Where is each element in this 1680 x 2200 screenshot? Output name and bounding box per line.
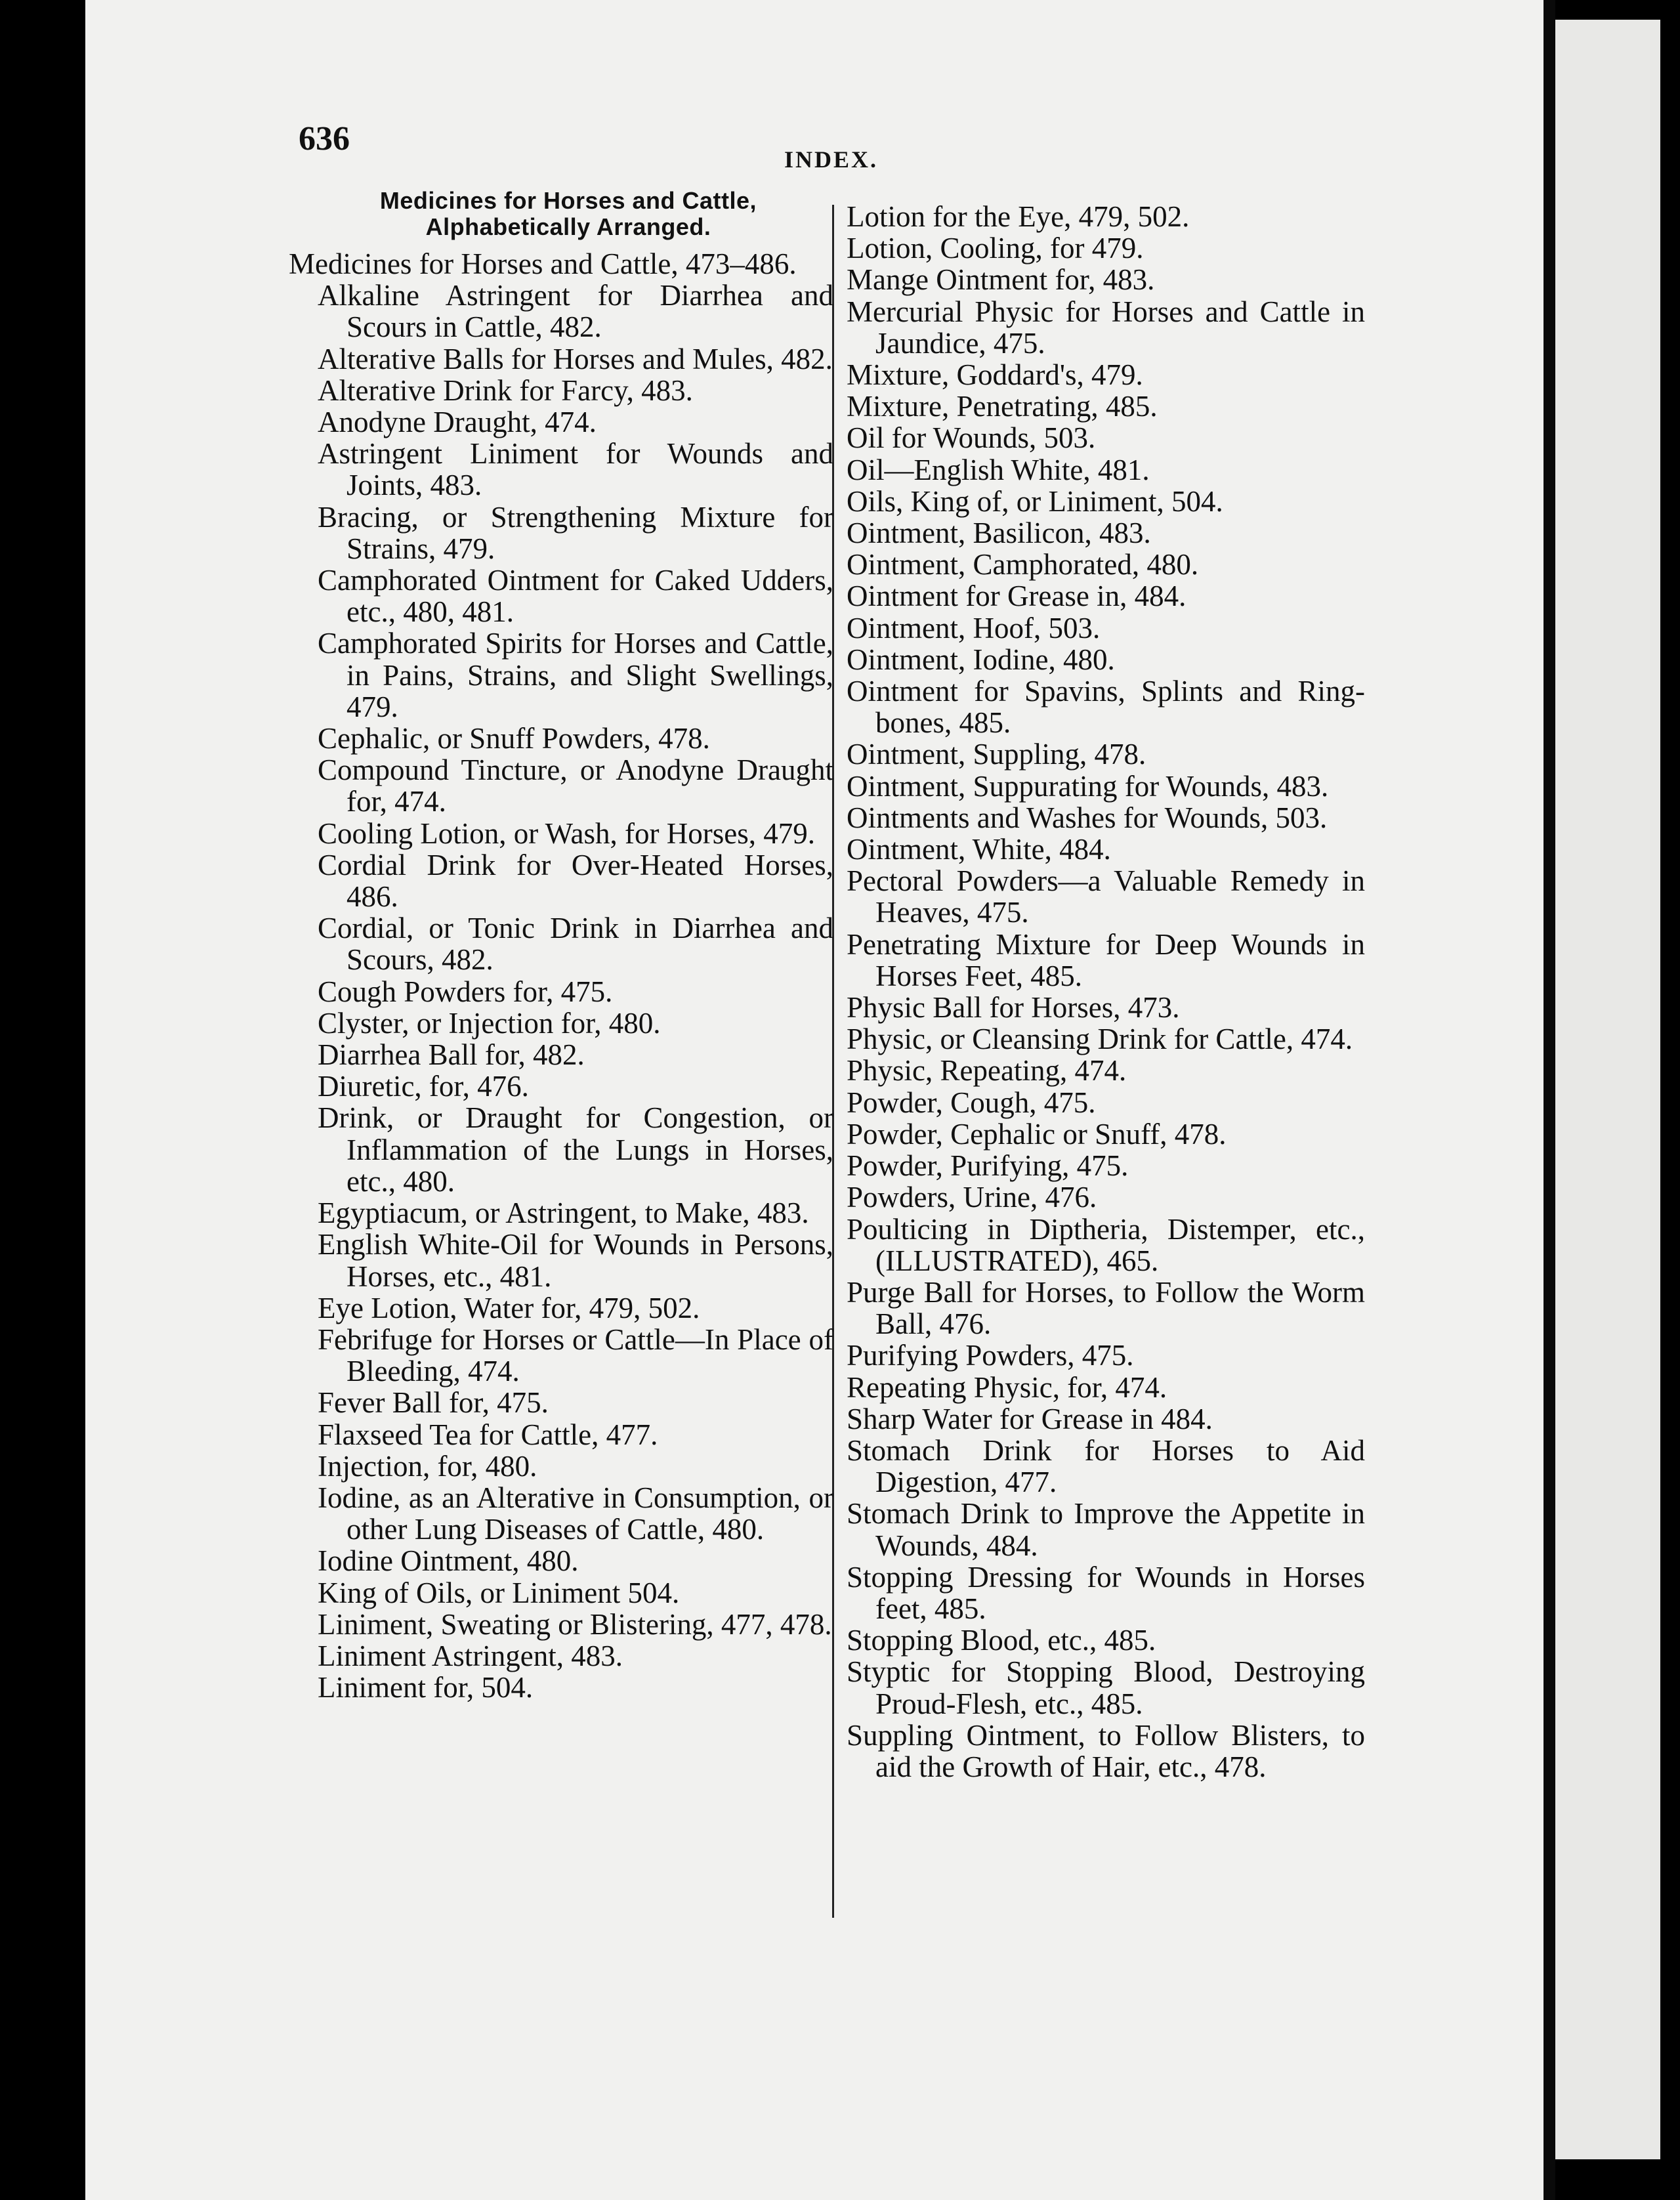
index-entry: Fever Ball for, 475. (318, 1386, 549, 1420)
index-entry: Ointment for Grease in, 484. (847, 580, 1186, 613)
index-entry: Iodine, as an Alterative in Consumption, or other Lung Diseases of Cattle, 480. (318, 1481, 833, 1546)
index-entry: Astringent Liniment for Wounds and Joints, 483. (318, 437, 833, 502)
index-entry: Egyptiacum, or Astringent, to Make, 483. (318, 1196, 809, 1230)
index-column-left (289, 177, 833, 1703)
index-entry: Ointment, Suppurating for Wounds, 483. (847, 769, 1329, 803)
scan-border (1660, 0, 1680, 2200)
index-entry: Repeating Physic, for, 474. (847, 1370, 1167, 1404)
index-entry: Physic, or Cleansing Drink for Cattle, 474. (847, 1023, 1353, 1056)
index-entry: Mixture, Goddard's, 479. (847, 358, 1143, 392)
index-entry: Stopping Dressing for Wounds in Horses feet, 485. (847, 1560, 1365, 1625)
index-entry: Styptic for Stopping Blood, Destroying Proud-Flesh, etc., 485. (847, 1655, 1365, 1720)
index-entry: Mange Ointment for, 483. (847, 263, 1155, 297)
index-entry: Poulticing in Diptheria, Distemper, etc., (ILLUSTRATED), 465. (847, 1212, 1365, 1277)
index-entry: Camphorated Ointment for Caked Udders, etc., 480, 481. (318, 564, 833, 629)
index-entry: Drink, or Draught for Congestion, or Inflammation of the Lungs in Horses, etc., 480. (318, 1101, 833, 1198)
index-entry: Ointment, Suppling, 478. (847, 738, 1146, 771)
adjacent-page-edge (1555, 20, 1660, 2159)
index-entry: Alterative Drink for Farcy, 483. (318, 373, 693, 407)
index-entry: Pectoral Powders—a Valuable Remedy in Heaves, 475. (847, 864, 1365, 929)
index-entry: Lotion for the Eye, 479, 502. (847, 200, 1190, 233)
index-entry: Febrifuge for Horses or Cattle—In Place of Bleeding, 474. (318, 1322, 833, 1388)
index-entry: Camphorated Spirits for Horses and Cattle, in Pains, Strains, and Slight Swellings, 479. (318, 627, 833, 723)
index-entry: Physic Ball for Horses, 473. (847, 991, 1180, 1025)
index-entry: Cordial Drink for Over-Heated Horses, 486. (318, 848, 833, 914)
index-entry: Diuretic, for, 476. (318, 1070, 529, 1103)
index-entry: Ointments and Washes for Wounds, 503. (847, 801, 1328, 834)
index-entry: Powders, Urine, 476. (847, 1181, 1097, 1214)
index-entry: Mercurial Physic for Horses and Cattle in Jaundice, 475. (847, 295, 1365, 360)
running-head: INDEX. (784, 146, 879, 173)
index-entry: Anodyne Draught, 474. (318, 406, 597, 439)
index-entry: Compound Tincture, or Anodyne Draught for, 474. (318, 753, 833, 818)
index-entry: Iodine Ointment, 480. (318, 1544, 579, 1578)
index-entry: Stomach Drink for Horses to Aid Digestion, 477. (847, 1433, 1365, 1499)
index-entry: Alterative Balls for Horses and Mules, 482. (318, 342, 833, 375)
index-entry: Diarrhea Ball for, 482. (318, 1038, 585, 1072)
index-list-right (847, 201, 1365, 1783)
index-entry: Injection, for, 480. (318, 1449, 537, 1483)
index-entry: Alkaline Astringent for Diarrhea and Scours in Cattle, 482. (318, 279, 833, 344)
index-entry: Oil for Wounds, 503. (847, 421, 1096, 455)
index-entry: Physic, Repeating, 474. (847, 1054, 1127, 1088)
page-gutter (1544, 0, 1555, 2200)
index-entry: Oils, King of, or Liniment, 504. (847, 484, 1223, 518)
index-list-left (289, 248, 833, 1703)
section-heading: Medicines for Horses and Cattle, Alphabetically Arranged. (379, 187, 757, 240)
index-entry: Purge Ball for Horses, to Follow the Worm Ball, 476. (847, 1275, 1365, 1341)
index-entry: Flaxseed Tea for Cattle, 477. (318, 1418, 658, 1451)
index-entry: Sharp Water for Grease in 484. (847, 1402, 1213, 1435)
index-entry: Mixture, Penetrating, 485. (847, 390, 1158, 423)
index-entry: Cordial, or Tonic Drink in Diarrhea and Scours, 482. (318, 912, 833, 977)
index-entry: Medicines for Horses and Cattle, 473–486. (289, 247, 797, 280)
page-number: 636 (299, 120, 350, 158)
index-entry: Oil—English White, 481. (847, 453, 1150, 486)
index-column-right (847, 201, 1365, 1783)
index-entry: Powder, Cough, 475. (847, 1086, 1096, 1119)
index-entry: Ointment, Basilicon, 483. (847, 517, 1151, 550)
index-entry: Suppling Ointment, to Follow Blisters, to aid the Growth of Hair, etc., 478. (847, 1718, 1365, 1783)
index-entry: Clyster, or Injection for, 480. (318, 1006, 661, 1040)
index-entry: Liniment, Sweating or Blistering, 477, 478. (318, 1607, 832, 1641)
index-entry: Ointment, Hoof, 503. (847, 611, 1101, 645)
index-entry: Cooling Lotion, or Wash, for Horses, 479. (318, 816, 815, 850)
index-entry: Eye Lotion, Water for, 479, 502. (318, 1291, 700, 1324)
index-entry: Powder, Cephalic or Snuff, 478. (847, 1117, 1227, 1151)
index-entry: Ointment for Spavins, Splints and Ring-bones, 485. (847, 675, 1365, 740)
index-entry: English White-Oil for Wounds in Persons, Horses, etc., 481. (318, 1228, 833, 1293)
index-entry: Ointment, White, 484. (847, 833, 1111, 866)
index-entry: Cough Powders for, 475. (318, 975, 613, 1008)
index-entry: Bracing, or Strengthening Mixture for Strains, 479. (318, 500, 833, 565)
index-entry: Liniment Astringent, 483. (318, 1639, 623, 1672)
index-entry: Powder, Purifying, 475. (847, 1149, 1129, 1183)
index-entry: Stopping Blood, etc., 485. (847, 1624, 1156, 1657)
index-entry: Ointment, Iodine, 480. (847, 643, 1115, 676)
index-entry: King of Oils, or Liniment 504. (318, 1576, 680, 1609)
index-entry: Cephalic, or Snuff Powders, 478. (318, 722, 710, 755)
index-entry: Penetrating Mixture for Deep Wounds in Horses Feet, 485. (847, 927, 1365, 992)
index-entry: Lotion, Cooling, for 479. (847, 232, 1144, 265)
index-entry: Liniment for, 504. (318, 1671, 534, 1704)
index-entry: Ointment, Camphorated, 480. (847, 548, 1199, 582)
index-entry: Stomach Drink to Improve the Appetite in Wounds, 484. (847, 1497, 1365, 1562)
index-entry: Purifying Powders, 475. (847, 1339, 1134, 1372)
